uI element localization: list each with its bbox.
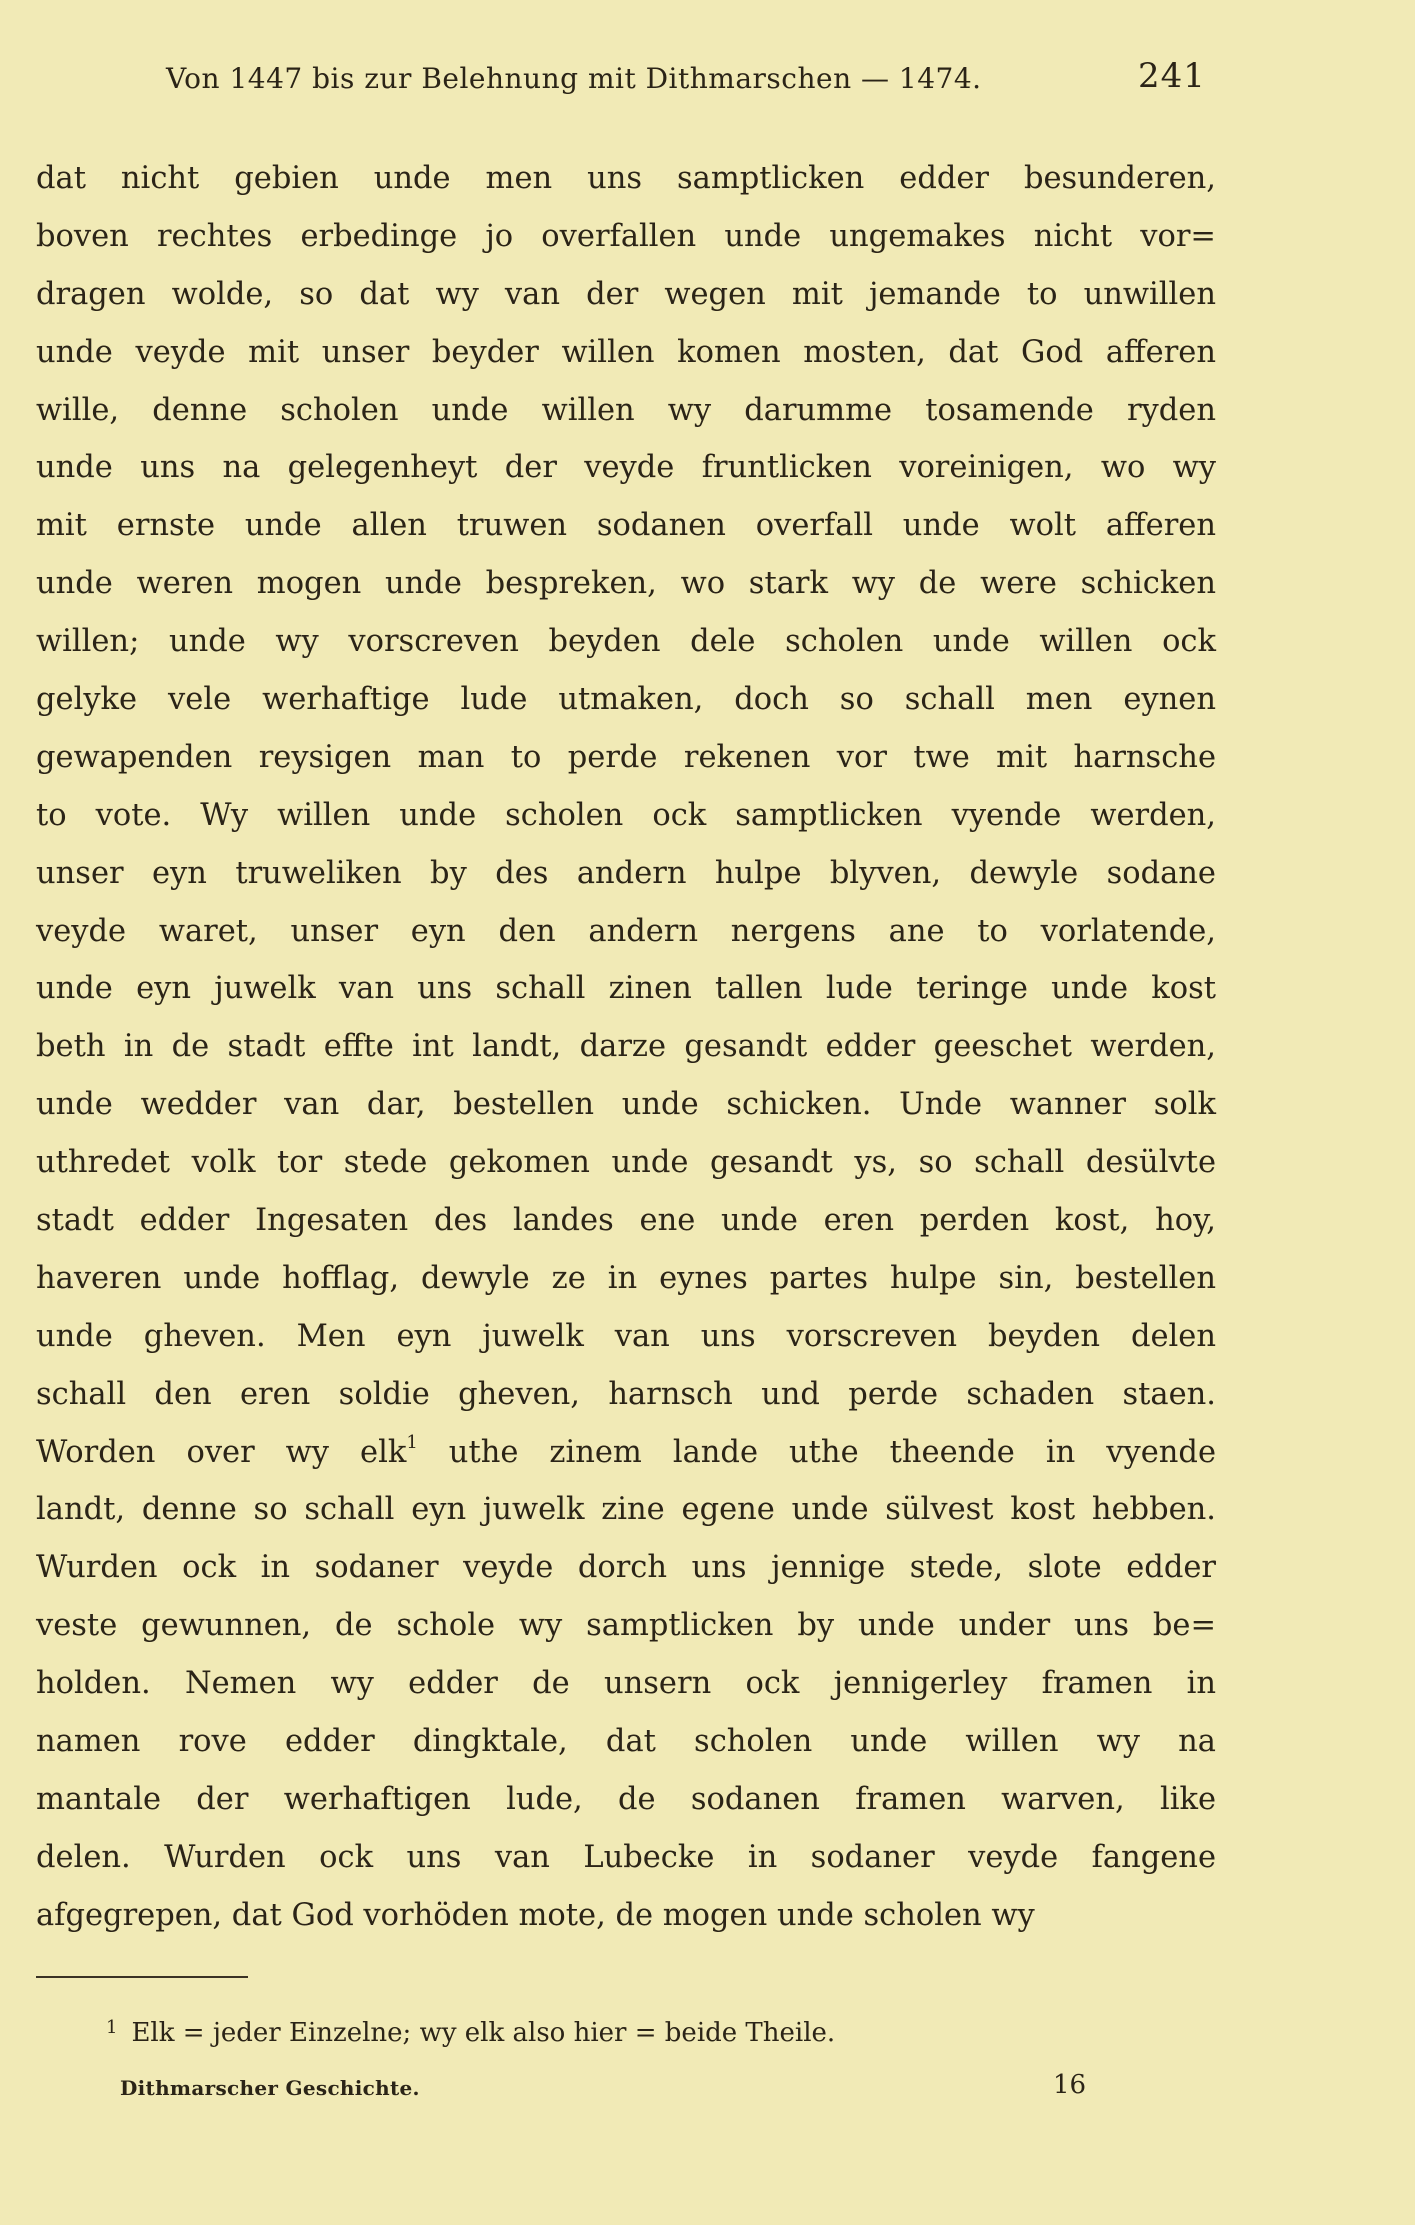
text-line: stadt edder Ingesaten des landes ene unde eren perden kost, hoy, — [36, 1203, 1216, 1239]
text-line: unde veyde mit unser beyder willen komen mosten, dat God afferen — [36, 334, 1216, 370]
text-line: uthredet volk tor stede gekomen unde gesandt ys, so schall desülvte — [36, 1145, 1216, 1181]
text-line: unde gheven. Men eyn juwelk van uns vorscreven beyden delen — [36, 1318, 1216, 1354]
text-line: gelyke vele werhaftige lude utmaken, doch so schall men eynen — [36, 682, 1216, 718]
text-line: beth in de stadt effte int landt, darze gesandt edder geeschet werden, — [36, 1029, 1216, 1065]
text-line: boven rechtes erbedinge jo overfallen unde ungemakes nicht vor= — [36, 218, 1216, 254]
text-fragment: uthe zinem lande uthe theende in vyende — [448, 1434, 1216, 1470]
text-line: namen rove edder dingktale, dat scholen unde willen wy na — [36, 1724, 1216, 1760]
text-line: dragen wolde, so dat wy van der wegen mit jemande to unwillen — [36, 276, 1216, 312]
text-line-with-footnote — [36, 1424, 1216, 1482]
text-line: wille, denne scholen unde willen wy darumme tosamende ryden — [36, 392, 1216, 428]
page-header — [0, 56, 1415, 112]
text-line: willen; unde wy vorscreven beyden dele scholen unde willen ock — [36, 624, 1216, 660]
footnote-divider — [36, 1976, 248, 1978]
text-line: to vote. Wy willen unde scholen ock samptlicken vyende werden, — [36, 797, 1216, 833]
text-line: schall den eren soldie gheven, harnsch und perde schaden staen. — [36, 1376, 1216, 1412]
body-text — [36, 150, 1216, 1945]
footer-book-title: Dithmarscher Geschichte. — [120, 2076, 420, 2100]
running-title: Von 1447 bis zur Belehnung mit Dithmarschen — 1474. — [166, 62, 982, 95]
footnote — [106, 2017, 835, 2048]
text-line: unde weren mogen unde bespreken, wo stark wy de were schicken — [36, 566, 1216, 602]
text-line: landt, denne so schall eyn juwelk zine egene unde sülvest kost hebben. — [36, 1492, 1216, 1528]
text-line: mantale der werhaftigen lude, de sodanen framen warven, like — [36, 1781, 1216, 1817]
footnote-marker: 1 — [106, 2017, 118, 2038]
text-line: Wurden ock in sodaner veyde dorch uns jennige stede, slote edder — [36, 1550, 1216, 1586]
text-line: haveren unde hofflag, dewyle ze in eynes partes hulpe sin, bestellen — [36, 1260, 1216, 1296]
page-number: 241 — [1138, 56, 1206, 96]
footnote-reference[interactable]: 1 — [406, 1431, 418, 1453]
text-line: mit ernste unde allen truwen sodanen overfall unde wolt afferen — [36, 508, 1216, 544]
text-line: unde eyn juwelk van uns schall zinen tallen lude teringe unde kost — [36, 971, 1216, 1007]
text-line: dat nicht gebien unde men uns samptlicken edder besunderen, — [36, 161, 1216, 196]
text-line: afgegrepen, dat God vorhöden mote, de mogen unde scholen wy — [36, 1897, 1035, 1933]
text-line: veyde waret, unser eyn den andern nergens ane to vorlatende, — [36, 913, 1216, 949]
text-line: delen. Wurden ock uns van Lubecke in sodaner veyde fangene — [36, 1839, 1216, 1875]
footnote-text: Elk = jeder Einzelne; wy elk also hier = beide Theile. — [131, 2018, 836, 2048]
page-footer — [0, 2070, 1415, 2110]
text-line: holden. Nemen wy edder de unsern ock jennigerley framen in — [36, 1666, 1216, 1702]
text-line: unser eyn truweliken by des andern hulpe blyven, dewyle sodane — [36, 855, 1216, 891]
signature-mark: 16 — [1053, 2070, 1087, 2100]
text-line: unde uns na gelegenheyt der veyde fruntlicken voreinigen, wo wy — [36, 450, 1216, 486]
text-line: gewapenden reysigen man to perde rekenen vor twe mit harnsche — [36, 739, 1216, 775]
text-line: veste gewunnen, de schole wy samptlicken by unde under uns be= — [36, 1608, 1216, 1644]
text-fragment: Worden over wy elk — [36, 1434, 407, 1470]
text-line: unde wedder van dar, bestellen unde schicken. Unde wanner solk — [36, 1087, 1216, 1123]
